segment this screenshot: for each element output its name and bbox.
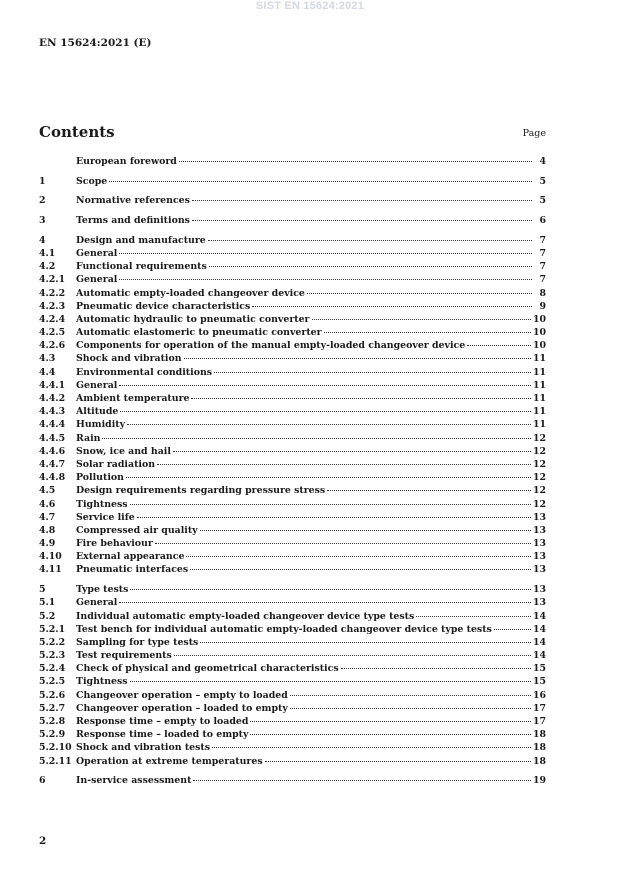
- toc-entry-title: External appearance: [76, 551, 185, 563]
- toc-dot-leader: [324, 332, 531, 333]
- toc-dot-leader: [130, 589, 531, 590]
- toc-entry[interactable]: [39, 472, 546, 485]
- toc-dot-leader: [127, 424, 531, 425]
- toc-entry-title: Scope: [76, 175, 108, 187]
- toc-entry[interactable]: [39, 156, 546, 169]
- toc-entry-number: 5.2: [39, 610, 56, 622]
- toc-entry-title: Type tests: [76, 584, 129, 596]
- toc-entry-title: General: [76, 379, 118, 391]
- toc-dot-leader: [467, 345, 531, 346]
- toc-entry-number: 4.4.6: [39, 445, 66, 457]
- toc-entry-title: Automatic empty-loaded changeover device: [76, 287, 305, 299]
- toc-entry-title: European foreword: [76, 156, 177, 167]
- toc-entry-number: 5.2.8: [39, 716, 66, 727]
- toc-dot-leader: [214, 372, 531, 373]
- toc-entry-title: In-service assessment: [76, 775, 192, 787]
- toc-entry[interactable]: [39, 235, 546, 248]
- toc-entry-title: Design requirements regarding pressure stress: [76, 485, 326, 497]
- toc-entry-title: Test requirements: [76, 650, 172, 662]
- toc-entry-page: 12: [532, 498, 546, 510]
- toc-entry[interactable]: [39, 703, 546, 716]
- toc-entry-page: 18: [532, 742, 546, 754]
- toc-entry-page: 11: [532, 366, 546, 378]
- document-id: EN 15624:2021 (E): [39, 37, 152, 49]
- toc-entry[interactable]: [39, 525, 546, 538]
- toc-dot-leader: [157, 464, 531, 465]
- toc-entry[interactable]: [39, 314, 546, 327]
- toc-entry[interactable]: [39, 248, 546, 261]
- toc-entry[interactable]: [39, 624, 546, 637]
- toc-entry-page: 5: [539, 195, 546, 207]
- toc-entry-number: 4: [39, 234, 46, 246]
- toc-entry-number: 5.2.4: [39, 663, 66, 675]
- toc-entry-number: 5.2.5: [39, 676, 66, 688]
- toc-entry-number: 4.2.6: [39, 340, 66, 352]
- toc-entry[interactable]: [39, 340, 546, 353]
- toc-dot-leader: [494, 629, 531, 630]
- toc-entry-title: Individual automatic empty-loaded changeover device type tests: [76, 610, 415, 622]
- toc-entry-number: 1: [39, 175, 46, 187]
- toc-entry-number: 4.1: [39, 247, 56, 259]
- toc-entry-number: 4.8: [39, 524, 56, 536]
- toc-dot-leader: [192, 200, 532, 201]
- toc-entry-page: 7: [539, 247, 546, 259]
- toc-entry-page: 4: [539, 156, 546, 167]
- toc-entry[interactable]: [39, 406, 546, 419]
- toc-entry[interactable]: [39, 261, 546, 274]
- toc-entry-title: Fire behaviour: [76, 538, 153, 550]
- toc-entry-number: 4.2.4: [39, 313, 66, 325]
- toc-entry[interactable]: [39, 512, 546, 525]
- toc-dot-leader: [119, 385, 531, 386]
- toc-entry-title: Automatic elastomeric to pneumatic converter: [76, 327, 322, 339]
- toc-dot-leader: [109, 181, 532, 182]
- toc-entry[interactable]: [39, 584, 546, 597]
- toc-entry-title: Check of physical and geometrical characteristics: [76, 663, 339, 675]
- toc-entry-number: 5.2.7: [39, 702, 66, 714]
- toc-dot-leader: [252, 306, 532, 307]
- toc-entry[interactable]: [39, 650, 546, 663]
- toc-entry-page: 7: [539, 274, 546, 286]
- toc-entry[interactable]: [39, 274, 546, 287]
- toc-entry-page: 12: [532, 445, 546, 457]
- toc-entry-number: 5.2.9: [39, 729, 66, 741]
- toc-entry-title: Rain: [76, 432, 101, 444]
- toc-entry-number: 6: [39, 775, 46, 787]
- toc-entry-title: Tightness: [76, 498, 128, 510]
- toc-entry-title: Sampling for type tests: [76, 636, 199, 648]
- toc-entry[interactable]: [39, 419, 546, 432]
- toc-entry-number: 4.2.1: [39, 274, 66, 286]
- toc-entry-title: Shock and vibration: [76, 353, 182, 365]
- toc-entry[interactable]: [39, 485, 546, 498]
- toc-dot-leader: [250, 734, 531, 735]
- toc-entry-page: 7: [539, 234, 546, 246]
- toc-entry[interactable]: [39, 756, 546, 769]
- toc-entry-number: 4.10: [39, 551, 62, 563]
- toc-entry-page: 12: [532, 458, 546, 470]
- toc-entry[interactable]: [39, 215, 546, 228]
- toc-entry[interactable]: [39, 775, 546, 788]
- toc-entry-number: 4.3: [39, 353, 56, 365]
- toc-entry-page: 13: [532, 524, 546, 536]
- toc-entry-number: 5.2.10: [39, 742, 72, 754]
- toc-entry-title: Operation at extreme temperatures: [76, 755, 263, 767]
- toc-dot-leader: [290, 695, 531, 696]
- toc-entry-page: 12: [532, 472, 546, 484]
- toc-entry-page: 13: [532, 511, 546, 523]
- toc-entry-page: 12: [532, 485, 546, 497]
- toc-dot-leader: [193, 780, 531, 781]
- toc-dot-leader: [179, 161, 532, 162]
- toc-entry-number: 3: [39, 215, 46, 227]
- toc-dot-leader: [137, 517, 531, 518]
- toc-entry-number: 5.2.3: [39, 650, 66, 662]
- toc-entry-page: 7: [539, 261, 546, 273]
- toc-entry-number: 4.2: [39, 261, 56, 273]
- toc-entry[interactable]: [39, 327, 546, 340]
- toc-dot-leader: [184, 358, 531, 359]
- toc-entry[interactable]: [39, 353, 546, 366]
- toc-entry-number: 4.4.8: [39, 472, 66, 484]
- toc-entry-page: 11: [532, 393, 546, 404]
- toc-entry-number: 5.2.1: [39, 623, 66, 635]
- toc-entry-title: Terms and definitions: [76, 215, 190, 227]
- toc-dot-leader: [200, 642, 531, 643]
- toc-dot-leader: [126, 477, 531, 478]
- toc-entry[interactable]: [39, 611, 546, 624]
- toc-entry-title: Shock and vibration tests: [76, 742, 211, 754]
- toc-dot-leader: [190, 569, 531, 570]
- toc-dot-leader: [290, 708, 531, 709]
- toc-entry[interactable]: [39, 676, 546, 689]
- toc-entry-page: 14: [532, 636, 546, 648]
- toc-entry-page: 16: [532, 689, 546, 701]
- toc-dot-leader: [341, 668, 531, 669]
- toc-entry-number: 4.5: [39, 485, 56, 497]
- toc-entry-title: Automatic hydraulic to pneumatic converter: [76, 313, 310, 325]
- toc-entry-title: Pneumatic device characteristics: [76, 300, 251, 312]
- toc-dot-leader: [200, 530, 531, 531]
- toc-entry-number: 5.2.11: [39, 755, 72, 767]
- toc-dot-leader: [212, 747, 531, 748]
- toc-entry-title: Design and manufacture: [76, 234, 206, 246]
- toc-entry-title: General: [76, 597, 118, 609]
- toc-entry-number: 4.11: [39, 564, 62, 576]
- toc-dot-leader: [174, 655, 531, 656]
- toc-entry-page: 10: [532, 327, 546, 339]
- toc-entry-page: 11: [532, 419, 546, 431]
- toc-entry-title: Pneumatic interfaces: [76, 564, 189, 576]
- toc-entry-title: Components for operation of the manual empty-loaded changeover device: [76, 340, 466, 352]
- toc-entry-number: 4.9: [39, 538, 56, 550]
- toc-entry-number: 5: [39, 584, 46, 596]
- toc-entry[interactable]: [39, 551, 546, 564]
- toc-dot-leader: [191, 398, 530, 399]
- toc-entry-number: 4.2.5: [39, 327, 66, 339]
- toc-dot-leader: [155, 543, 531, 544]
- toc-entry-title: Environmental conditions: [76, 366, 213, 378]
- toc-entry[interactable]: [39, 716, 546, 729]
- toc-entry-number: 4.7: [39, 511, 56, 523]
- toc-entry-page: 13: [532, 538, 546, 550]
- toc-dot-leader: [119, 253, 532, 254]
- toc-entry[interactable]: [39, 367, 546, 380]
- toc-entry-page: 18: [532, 755, 546, 767]
- toc-entry-page: 17: [532, 702, 546, 714]
- toc-entry[interactable]: [39, 564, 546, 577]
- toc-entry-page: 14: [532, 610, 546, 622]
- toc-dot-leader: [119, 602, 531, 603]
- toc-entry-number: 4.4.5: [39, 432, 66, 444]
- toc-entry-number: 4.4.2: [39, 393, 66, 404]
- toc-dot-leader: [186, 556, 531, 557]
- toc-entry[interactable]: [39, 663, 546, 676]
- toc-entry-page: 11: [532, 379, 546, 391]
- toc-dot-leader: [102, 438, 530, 439]
- toc-entry-page: 13: [532, 584, 546, 596]
- toc-dot-leader: [192, 220, 532, 221]
- toc-entry-title: General: [76, 247, 118, 259]
- toc-entry[interactable]: [39, 301, 546, 314]
- toc-dot-leader: [120, 411, 531, 412]
- toc-entry-page: 15: [532, 663, 546, 675]
- toc-entry-page: 13: [532, 551, 546, 563]
- toc-entry-number: 2: [39, 195, 46, 207]
- page-number: 2: [39, 835, 47, 847]
- toc-entry-title: Pollution: [76, 472, 124, 484]
- toc-entry[interactable]: [39, 538, 546, 551]
- toc-entry-number: 4.6: [39, 498, 56, 510]
- toc-dot-leader: [130, 504, 531, 505]
- toc-entry-page: 10: [532, 340, 546, 352]
- toc-entry-page: 6: [539, 215, 546, 227]
- toc-entry-page: 14: [532, 650, 546, 662]
- toc-entry-number: 4.4.1: [39, 379, 66, 391]
- toc-entry-page: 9: [539, 300, 546, 312]
- toc-entry-page: 18: [532, 729, 546, 741]
- watermark: SIST EN 15624:2021: [255, 0, 365, 12]
- toc-entry[interactable]: [39, 195, 546, 208]
- toc-dot-leader: [312, 319, 531, 320]
- toc-entry-number: 5.2.2: [39, 636, 66, 648]
- toc-entry-page: 12: [532, 432, 546, 444]
- toc-dot-leader: [208, 240, 532, 241]
- toc-entry-number: 4.2.3: [39, 300, 66, 312]
- toc-dot-leader: [307, 293, 532, 294]
- toc-dot-leader: [327, 490, 531, 491]
- toc-entry-title: Humidity: [76, 419, 126, 431]
- toc-entry[interactable]: [39, 729, 546, 742]
- toc-dot-leader: [265, 761, 531, 762]
- toc-entry-number: 4.4.3: [39, 406, 66, 418]
- toc-entry-title: General: [76, 274, 118, 286]
- toc-entry-page: 13: [532, 597, 546, 609]
- page-column-label: Page: [522, 128, 546, 139]
- toc-entry-page: 11: [532, 353, 546, 365]
- toc-entry-title: Compressed air quality: [76, 524, 198, 536]
- toc-entry[interactable]: [39, 393, 546, 406]
- toc-entry-title: Test bench for individual automatic empty-loaded changeover device type tests: [76, 623, 492, 635]
- toc-entry-page: 15: [532, 676, 546, 688]
- toc-entry-page: 11: [532, 406, 546, 418]
- toc-entry[interactable]: [39, 446, 546, 459]
- toc-entry[interactable]: [39, 288, 546, 301]
- toc-entry-number: 4.4.7: [39, 458, 66, 470]
- toc-entry[interactable]: [39, 597, 546, 610]
- toc-entry-title: Changeover operation – loaded to empty: [76, 702, 288, 714]
- toc-dot-leader: [209, 266, 532, 267]
- toc-entry-page: 17: [532, 716, 546, 727]
- toc-entry-number: 4.2.2: [39, 287, 66, 299]
- toc-entry-title: Normative references: [76, 195, 190, 207]
- toc-entry-title: Solar radiation: [76, 458, 156, 470]
- toc-entry[interactable]: [39, 637, 546, 650]
- table-of-contents: [39, 156, 546, 788]
- toc-entry-number: 4.4: [39, 366, 56, 378]
- toc-entry-number: 5.2.6: [39, 689, 66, 701]
- toc-entry[interactable]: [39, 433, 546, 446]
- toc-entry-title: Ambient temperature: [76, 393, 190, 404]
- toc-entry-title: Functional requirements: [76, 261, 207, 273]
- toc-dot-leader: [130, 681, 531, 682]
- toc-entry-page: 13: [532, 564, 546, 576]
- toc-entry-page: 19: [532, 775, 546, 787]
- toc-entry-title: Tightness: [76, 676, 128, 688]
- toc-dot-leader: [416, 616, 531, 617]
- toc-dot-leader: [119, 279, 532, 280]
- toc-entry[interactable]: [39, 380, 546, 393]
- toc-entry[interactable]: [39, 176, 546, 189]
- toc-entry[interactable]: [39, 459, 546, 472]
- toc-dot-leader: [173, 451, 531, 452]
- toc-entry-title: Service life: [76, 511, 135, 523]
- toc-entry-title: Snow, ice and hail: [76, 445, 171, 457]
- toc-entry-title: Changeover operation – empty to loaded: [76, 689, 288, 701]
- toc-entry-title: Response time – empty to loaded: [76, 716, 249, 727]
- toc-entry[interactable]: [39, 499, 546, 512]
- toc-entry-page: 8: [539, 287, 546, 299]
- toc-entry[interactable]: [39, 690, 546, 703]
- toc-entry[interactable]: [39, 742, 546, 755]
- toc-entry-page: 10: [532, 313, 546, 325]
- toc-entry-title: Response time – loaded to empty: [76, 729, 249, 741]
- toc-entry-number: 5.1: [39, 597, 56, 609]
- toc-entry-page: 14: [532, 623, 546, 635]
- toc-dot-leader: [250, 721, 531, 722]
- contents-heading: Contents: [39, 123, 115, 141]
- toc-entry-page: 5: [539, 175, 546, 187]
- toc-entry-title: Altitude: [76, 406, 119, 418]
- toc-entry-number: 4.4.4: [39, 419, 66, 431]
